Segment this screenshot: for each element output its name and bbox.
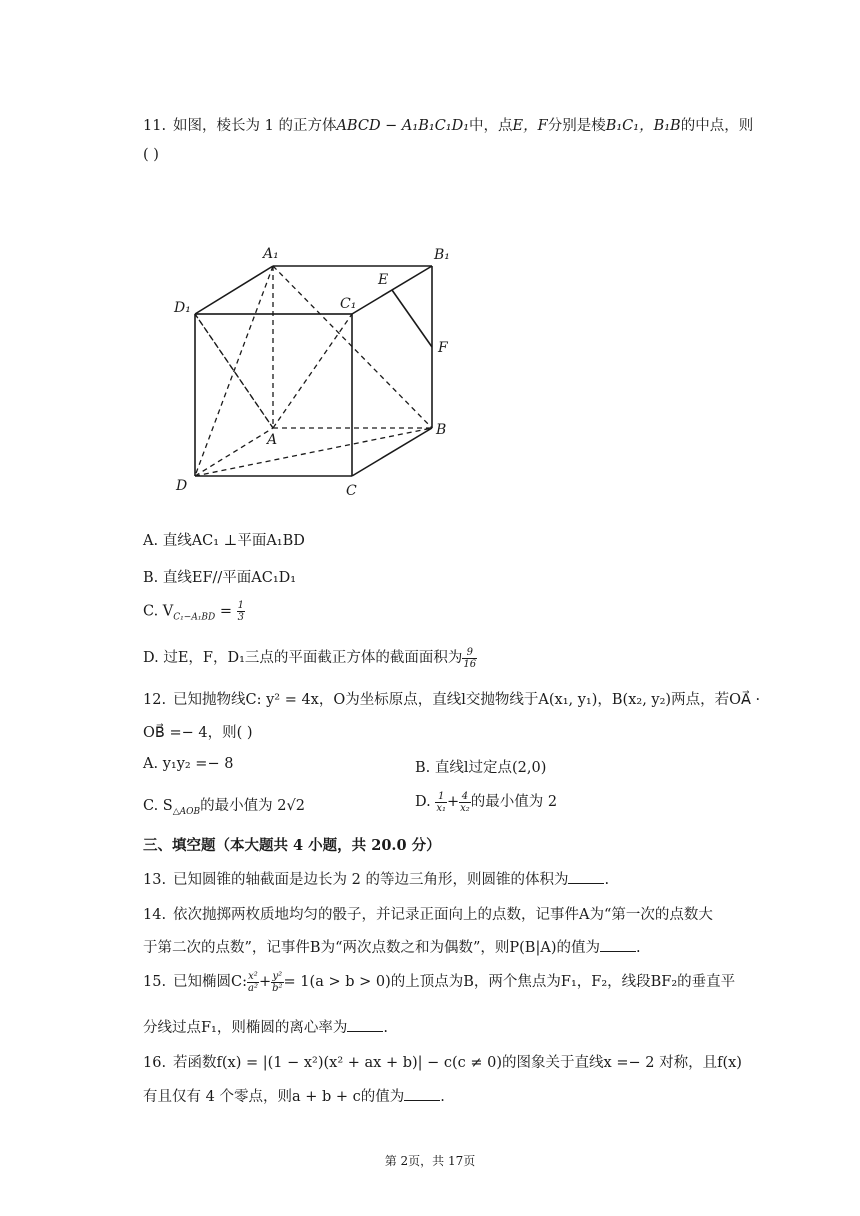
q12-option-d-text: 的最小值为 2 xyxy=(470,794,558,810)
q16-tail: . xyxy=(440,1089,445,1105)
diagonal-a1-d xyxy=(195,266,273,476)
q11-stem-part: 中，点 xyxy=(469,118,513,134)
label-f: F xyxy=(438,340,448,356)
q11-cube-name: ABCD − A₁B₁C₁D₁ xyxy=(336,118,470,134)
diagonal-d-b xyxy=(195,428,432,476)
edge-d1-a1 xyxy=(195,266,273,314)
q12-stem-line2: OB⃗ =− 4，则( ) xyxy=(143,725,253,741)
q12-stem-line1 xyxy=(143,688,760,709)
question-number: 13. xyxy=(143,872,167,888)
edge-c-b xyxy=(352,428,432,476)
q11-points: E，F xyxy=(512,118,548,134)
q11-option-c-prefix: C. V xyxy=(143,603,174,620)
label-e: E xyxy=(378,272,389,288)
q15-text: 分线过点F₁，则椭圆的离心率为 xyxy=(143,1020,348,1036)
question-number: 16. xyxy=(143,1055,167,1071)
q11-option-b: B. 直线EF//平面AC₁D₁ xyxy=(143,570,297,586)
section-title: 三、填空题（本大题共 4 小题，共 20.0 分） xyxy=(143,837,441,854)
q11-option-c-eq: = xyxy=(215,603,237,620)
q11-option-a: A. 直线AC₁ ⊥平面A₁BD xyxy=(143,533,305,549)
q15-line2 xyxy=(143,1016,388,1037)
q14-text: 依次抛掷两枚质地均匀的骰子，并记录正面向上的点数，记事件A为“第一次的点数大 xyxy=(173,907,713,923)
label-d: D xyxy=(176,478,188,494)
page-footer: 第 2页，共 17页 xyxy=(384,1154,476,1168)
answer-blank[interactable] xyxy=(568,871,604,884)
q12-option-d-prefix: D. xyxy=(415,794,431,810)
q15-tail: . xyxy=(383,1020,388,1036)
label-d1: D₁ xyxy=(174,300,191,316)
plus-sign: + xyxy=(446,794,460,810)
answer-blank[interactable] xyxy=(347,1019,383,1032)
answer-blank[interactable] xyxy=(404,1088,440,1101)
fraction-one-third: $\frac{1}{3}$ xyxy=(237,600,245,623)
cube-figure xyxy=(160,238,490,508)
segment-ef xyxy=(392,290,432,347)
q12-option-a: A. y₁y₂ =− 8 xyxy=(143,756,234,772)
answer-blank[interactable] xyxy=(600,939,636,952)
q12-option-d xyxy=(415,790,557,814)
q16-text: 若函数f(x) = |(1 − x²)(x² + ax + b)| − c(c ≠ 0)的图象关于直线x =− 2 对称，且f(x) xyxy=(173,1055,742,1071)
fraction-one-over-x1: $\frac{1}{\text{x₁}}$ xyxy=(436,790,446,814)
q12-option-c xyxy=(143,794,305,817)
question-number: 15. xyxy=(143,974,167,990)
fraction-x2-over-a2: $\frac{\text{x²}}{\text{a²}}$ xyxy=(247,970,258,994)
question-number: 14. xyxy=(143,907,167,923)
q15-text: = 1(a > b > 0)的上顶点为B，两个焦点为F₁，F₂，线段BF₂的垂直平 xyxy=(283,974,736,990)
q12-option-c-sub: △AOB xyxy=(172,806,201,817)
q14-line2 xyxy=(143,936,641,957)
q13-text: 已知圆锥的轴截面是边长为 2 的等边三角形，则圆锥的体积为 xyxy=(173,872,569,888)
label-a: A xyxy=(267,432,278,448)
label-b: B xyxy=(436,422,447,438)
q11-option-c xyxy=(143,600,245,623)
label-c: C xyxy=(346,483,357,499)
q11-option-d xyxy=(143,646,477,670)
label-a1: A₁ xyxy=(263,246,279,262)
q16-text: 有且仅有 4 个零点，则a + b + c的值为 xyxy=(143,1089,405,1105)
q12-stem-text: 已知抛物线C: y² = 4x，O为坐标原点，直线l交抛物线于A(x₁, y₁)，B(x₂, y₂)两点，若OA⃗ · xyxy=(173,692,761,708)
q14-line1 xyxy=(143,903,713,924)
q15-line1 xyxy=(143,970,735,994)
q11-stem-part: 的中点，则 xyxy=(680,118,754,134)
q13-tail: . xyxy=(604,872,610,888)
question-number: 12. xyxy=(143,692,167,708)
q13 xyxy=(143,868,609,889)
q11-stem-line1 xyxy=(143,114,753,135)
q16-line1 xyxy=(143,1051,742,1072)
q14-tail: . xyxy=(635,940,641,956)
diagonal-a-c1 xyxy=(273,314,352,428)
q11-stem-part: 分别是棱 xyxy=(547,118,606,134)
fraction-nine-sixteenths: $\frac{9}{16}$ xyxy=(463,646,477,670)
fraction-y2-over-b2: $\frac{\text{y²}}{\text{b²}}$ xyxy=(272,970,283,994)
q12-option-b: B. 直线l过定点(2,0) xyxy=(415,760,547,776)
q15-text: 已知椭圆C: xyxy=(173,974,247,990)
plus-sign: + xyxy=(258,974,272,990)
q12-option-c-prefix: C. S xyxy=(143,798,173,814)
q14-text: 于第二次的点数”，记事件B为“两次点数之和为偶数”，则P(B|A)的值为 xyxy=(143,940,600,956)
q11-answer-paren: ( ) xyxy=(143,147,159,163)
fraction-four-over-x2: $\frac{4}{\text{x₂}}$ xyxy=(460,790,470,814)
q12-option-c-text: 的最小值为 2√2 xyxy=(200,798,305,814)
q11-option-c-sub: C₁−A₁BD xyxy=(173,612,216,623)
label-b1: B₁ xyxy=(434,247,450,263)
q11-option-d-text: D. 过E，F，D₁三点的平面截正方体的截面面积为 xyxy=(143,650,463,666)
q11-stem-part: 如图，棱长为 1 的正方体 xyxy=(173,118,337,134)
q11-edges: B₁C₁，B₁B xyxy=(605,118,681,134)
label-c1: C₁ xyxy=(340,296,357,312)
question-number: 11. xyxy=(143,118,167,134)
hidden-edge-d-a xyxy=(195,428,273,476)
q16-line2 xyxy=(143,1085,445,1106)
